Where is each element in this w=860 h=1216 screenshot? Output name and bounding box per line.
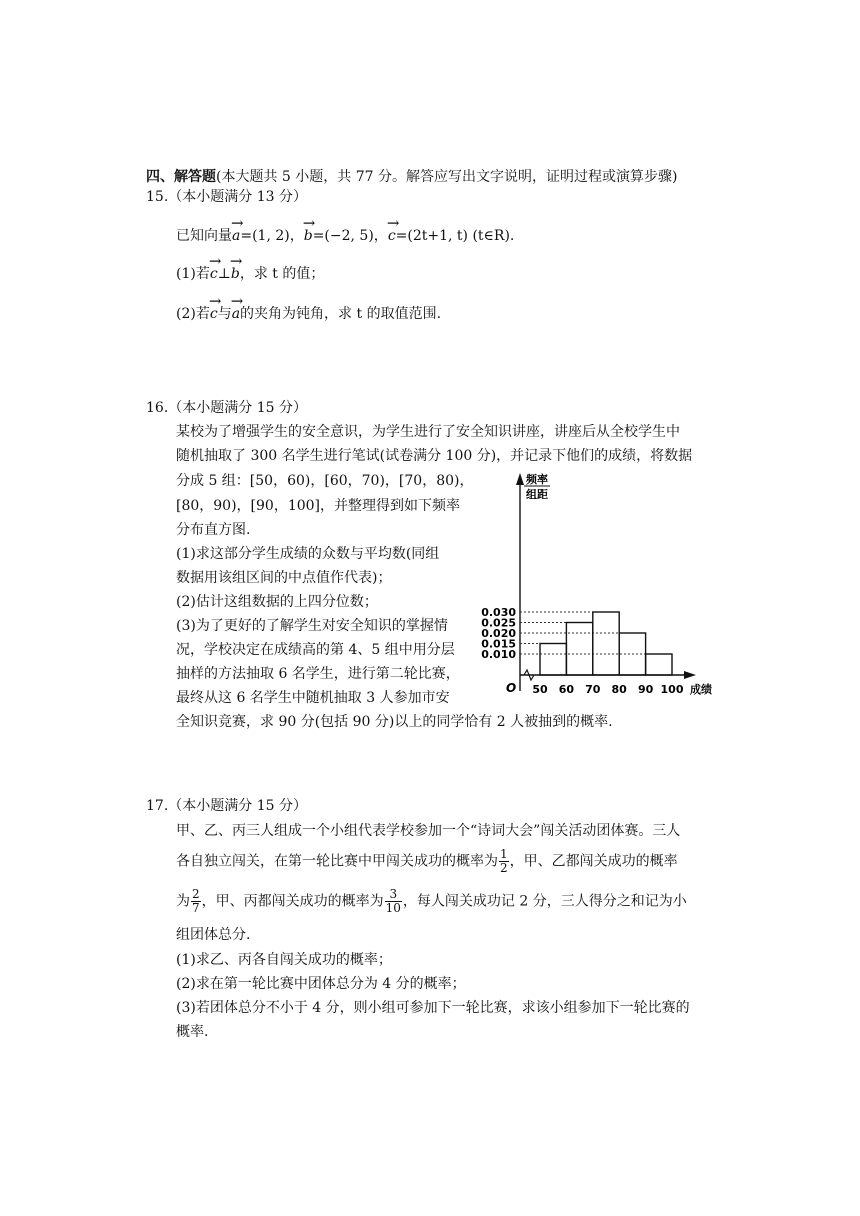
q17-line-3-post: ，每人闯关成功记 2 分，三人得分之和记为小 [402, 893, 687, 910]
q16-line-13: 全知识竞赛，求 90 分(包括 90 分)以上的同学恰有 2 人被抽到的概率. [176, 714, 613, 730]
q17-score: （本小题满分 15 分） [168, 798, 307, 814]
x-tick-label: 100 [660, 683, 684, 696]
x-tick-label: 50 [532, 683, 548, 696]
q15-part1-prefix: (1)若 [176, 266, 210, 282]
q17-line-4: 组团体总分. [176, 927, 251, 943]
fraction-numerator: 2 [192, 887, 200, 901]
fraction-numerator: 1 [500, 847, 508, 861]
q15-part2-suffix: 的夹角为钝角，求 t 的取值范围. [240, 306, 442, 322]
q16-line-4: [80，90)，[90，100]，并整理得到如下频率 [176, 498, 461, 514]
section-heading [146, 167, 677, 187]
q15-given [176, 226, 514, 246]
vector-a-value: =(1, 2)， [240, 228, 304, 244]
x-tick-label: 80 [611, 683, 627, 696]
q16-header [146, 398, 307, 418]
y-tick-label: 0.015 [481, 637, 516, 651]
q17-number: 17. [146, 798, 169, 814]
origin-label: O [506, 681, 517, 695]
q17-line-3-pre: 为 [176, 893, 190, 910]
q17-line-1: 甲、乙、丙三人组成一个小组代表学校参加一个“诗词大会”闯关活动团体赛。三人 [176, 823, 681, 839]
q15-part2 [176, 304, 441, 324]
q16-line-8: (2)估计这组数据的上四分位数； [176, 594, 378, 610]
y-tick-label: 0.030 [481, 606, 516, 619]
q17-line-8: 概率. [176, 1024, 209, 1040]
q16-line-10: 况，学校决定在成绩高的第 4、5 组中用分层 [176, 642, 455, 658]
q16-line-6: (1)求这部分学生成绩的众数与平均数(同组 [176, 546, 440, 562]
fraction-2-7 [191, 888, 201, 915]
q15-given-prefix: 已知向量 [176, 228, 232, 244]
xlabel: 成绩 [690, 683, 712, 696]
section-title: 四、解答题 [146, 169, 216, 185]
q17-line-2 [176, 848, 678, 875]
q17-header [146, 796, 307, 816]
histogram-bar [593, 612, 619, 675]
fraction-3-10 [385, 888, 402, 915]
fraction-denominator: 10 [385, 901, 401, 915]
y-tick-label: 0.010 [481, 648, 516, 661]
vector-c-value: =(2t+1, t) (t∈R). [395, 228, 515, 244]
fraction-numerator: 3 [385, 888, 402, 902]
vector-b-value: =(−2, 5)， [312, 228, 388, 244]
q15-part2-mid: 与 [217, 306, 232, 322]
q16-line-5: 分布直方图. [176, 522, 251, 538]
y-axis-arrow [516, 473, 524, 485]
q17-part2: (2)求在第一轮比赛中团体总分为 4 分的概率； [176, 976, 466, 992]
q15-score: （本小题满分 13 分） [168, 189, 307, 205]
histogram-bar [646, 654, 672, 675]
x-axis-arrow [684, 671, 696, 679]
q17-line-3 [176, 888, 687, 915]
ylabel-denominator: 组距 [526, 488, 548, 501]
q17-line-2-pre: 各自独立闯关，在第一轮比赛中甲闯关成功的概率为 [176, 853, 498, 870]
q15-part2-prefix: (2)若 [176, 306, 210, 322]
q16-line-11: 抽样的方法抽取 6 名学生，进行第二轮比赛， [176, 666, 460, 682]
q16-line-9: (3)为了更好的了解学生对安全知识的掌握情 [176, 618, 448, 634]
q15-part1 [176, 264, 324, 284]
fraction-denominator: 2 [500, 861, 508, 875]
vector-c: → c [210, 304, 218, 324]
q15-number: 15. [146, 189, 169, 205]
q17-line-2-post: ，甲、乙都闯关成功的概率 [509, 853, 678, 870]
vector-b: → b [304, 226, 313, 246]
fraction-1-2 [499, 848, 509, 875]
y-tick-label: 0.025 [481, 616, 516, 630]
q16-line-3: 分成 5 组：[50，60)，[60，70)，[70，80)， [176, 473, 474, 489]
vector-c: → c [388, 226, 396, 246]
q15-part1-suffix: ，求 t 的值； [239, 266, 325, 282]
histogram-axes [506, 472, 712, 696]
q16-line-12: 最终从这 6 名学生中随机抽取 3 人参加市安 [176, 690, 450, 706]
y-tick-label: 0.020 [481, 627, 516, 640]
vector-c: → c [210, 264, 218, 284]
q16-number: 16. [146, 400, 169, 416]
frequency-histogram [480, 465, 720, 705]
ylabel-numerator: 频率 [526, 473, 548, 486]
q17-part1: (1)求乙、丙各自闯关成功的概率； [176, 952, 392, 968]
x-tick-label: 60 [558, 683, 575, 696]
q16-score: （本小题满分 15 分） [168, 400, 307, 416]
q17-part3: (3)若团体总分不小于 4 分，则小组可参加下一轮比赛，求该小组参加下一轮比赛的 [176, 1000, 690, 1016]
fraction-denominator: 7 [192, 901, 200, 915]
q17-line-3-mid: ，甲、丙都闯关成功的概率为 [201, 893, 384, 910]
q15-header [146, 187, 307, 207]
vector-b: → b [231, 264, 240, 284]
vector-a: → a [232, 304, 240, 324]
x-tick-label: 90 [637, 683, 654, 696]
q16-line-1: 某校为了增强学生的安全意识，为学生进行了安全知识讲座，讲座后从全校学生中 [176, 424, 680, 440]
perp-symbol: ⊥ [217, 266, 231, 282]
section-description: (本大题共 5 小题，共 77 分。解答应写出文字说明，证明过程或演算步骤) [216, 169, 678, 185]
q16-line-7: 数据用该组区间的中点值作代表)； [176, 570, 392, 586]
histogram-bar [540, 644, 566, 676]
vector-a: → a [232, 226, 240, 246]
histogram-bar [566, 623, 592, 676]
x-tick-label: 70 [585, 683, 601, 696]
q16-line-2: 随机抽取了 300 名学生进行笔试(试卷满分 100 分)，并记录下他们的成绩，将数据 [176, 448, 693, 464]
